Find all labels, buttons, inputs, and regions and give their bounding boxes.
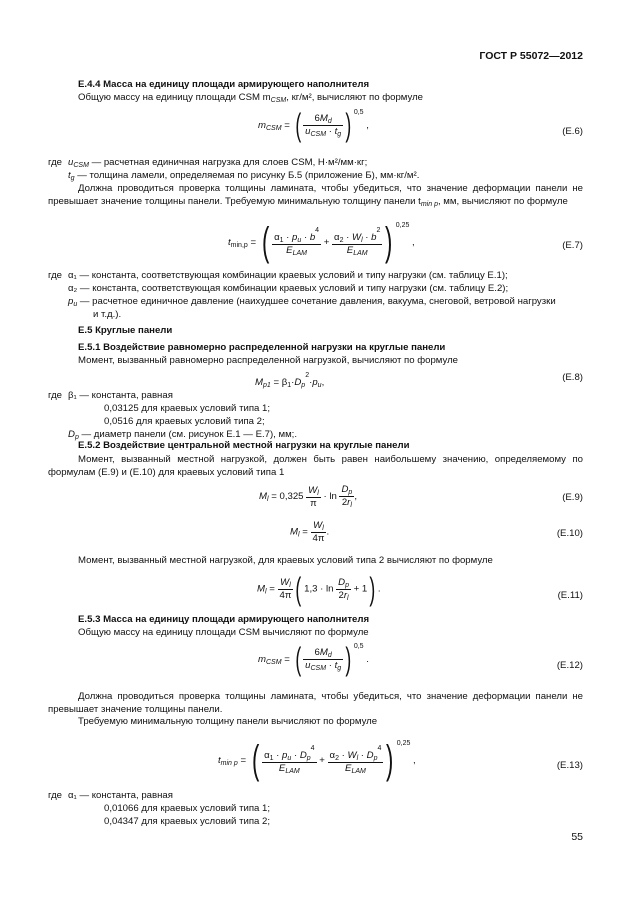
e52-intro: Момент, вызванный местной нагрузкой, должен быть равен наибольшему значению, определяемому по формулам (E.9) и (E.10) для краевых условий типа 1 <box>48 454 583 478</box>
where-label-4: где <box>48 790 63 801</box>
formula-e6: $m_{CSM}$ = ( $\frac{6M_d}{u_{CSM} \cdot t_g}$ ) $^{0,5}$ , <box>258 107 369 144</box>
formula-e11: $M_l$ = $\frac{W_l}{4\pi}$ ( 1,3 · ln $\frac{D_p}{2r_l}$ + 1) . <box>257 571 381 607</box>
formula-e13: $t_{min p}$ = ( $\frac{\alpha_1 \cdot p_u \cdot D_p^4}{E_{LAM}}$ + $\frac{\alpha_2 \cdot W_l \cdot D_p^4}{E_{LAM}}$ ) $^{0,25}$ , <box>218 738 416 783</box>
equation-number-e11: (E.11) <box>557 590 583 601</box>
def-tg: $t_g$ — толщина ламели, определяемая по рисунку Б.5 (приложение Б), мм·кг/м². <box>68 170 420 182</box>
formula-e12: $m_{CSM}$ = ( $\frac{6M_d}{u_{CSM} \cdot t_g}$ ) $^{0,5}$ . <box>258 641 369 678</box>
para-check-2b: Требуемую минимальную толщину панели вычисляют по формуле <box>78 716 378 727</box>
section-heading-e53: E.5.3 Масса на единицу площади армирующего наполнителя <box>78 614 370 625</box>
def-pu-cont: и т.д.). <box>93 309 122 320</box>
formula-e8: $M_{p1} = \beta_1\cdot D_p^2\cdot p_u$, <box>255 372 325 389</box>
equation-number-e12: (E.12) <box>556 660 583 671</box>
equation-number-e7: (E.7) <box>562 240 583 251</box>
def-alpha1: α₁ — константа, соответствующая комбинации краевых условий и типу нагрузки (см. таблицу E.1); <box>68 270 508 281</box>
formula-e7: $t_{min,p}$ = ( $\frac{\alpha_1 \cdot p_u \cdot b^4}{E_{LAM}}$ + $\frac{\alpha_2 \cdot W_l \cdot b^2}{E_{LAM}}$ ) $^{0,25}$ , <box>228 220 415 265</box>
def-dp: $D_p$ — диаметр панели (см. рисунок E.1 — E.7), мм;. <box>68 429 298 441</box>
def-alpha1-circ-v1: 0,01066 для краевых условий типа 1; <box>104 803 271 814</box>
formula-e10: $M_l$ = $\frac{W_l}{4\pi}$ . <box>290 520 330 544</box>
def-alpha1-circ-v2: 0,04347 для краевых условий типа 2; <box>104 816 271 827</box>
equation-number-e10: (E.10) <box>556 528 583 539</box>
para-check-1: Должна проводиться проверка толщины ламината, чтобы убедиться, что значение деформации панели не превышает значение толщины панели. Требуемую минимальную толщину панели $t_{min p}$, мм, вычисляют по формуле <box>48 183 583 208</box>
def-beta1-v2: 0,0516 для краевых условий типа 2; <box>104 416 265 427</box>
def-alpha2: α₂ — константа, соответствующая комбинации краевых условий и типу нагрузки (см. таблицу E.2); <box>68 283 509 294</box>
section-heading-e44: E.4.4 Масса на единицу площади армирующего наполнителя <box>78 79 370 90</box>
section-heading-e51: E.5.1 Воздействие равномерно распределенной нагрузки на круглые панели <box>78 342 446 353</box>
section-heading-e5: E.5 Круглые панели <box>78 325 173 336</box>
equation-number-e8: (E.8) <box>562 372 583 383</box>
def-ucsm: $u_{CSM}$ — расчетная единичная нагрузка для слоев CSM, Н·м²/мм·кг; <box>68 157 368 169</box>
equation-number-e13: (E.13) <box>556 760 583 771</box>
where-label-2: где <box>48 270 63 281</box>
where-label-3: где <box>48 390 63 401</box>
def-beta1: β₁ — константа, равная <box>68 390 173 401</box>
def-beta1-v1: 0,03125 для краевых условий типа 1; <box>104 403 271 414</box>
equation-number-e6: (E.6) <box>562 126 583 137</box>
page-number: 55 <box>571 831 583 843</box>
section-heading-e52: E.5.2 Воздействие центральной местной нагрузки на круглые панели <box>78 440 410 451</box>
document-header: ГОСТ Р 55072—2012 <box>479 50 583 62</box>
e52-intro2: Момент, вызванный местной нагрузкой, для краевых условий типа 2 вычисляют по формуле <box>78 555 493 566</box>
def-pu: $p_u$ — расчетное единичное давление (наихудшее сочетание давления, вакуума, снеговой, ветровой нагрузки <box>68 296 556 308</box>
formula-e9: $M_l = 0,325$ $\frac{W_l}{\pi}$ · ln $\frac{D_p}{2r_l}$ , <box>259 484 357 509</box>
e51-intro: Момент, вызванный равномерно распределенной нагрузкой, вычисляют по формуле <box>78 355 459 366</box>
where-label-1: где <box>48 157 63 168</box>
def-alpha1-circ: α₁ — константа, равная <box>68 790 173 801</box>
equation-number-e9: (E.9) <box>562 492 583 503</box>
e44-intro: Общую массу на единицу площади CSM $m_{CSM}$, кг/м², вычисляют по формуле <box>78 92 424 104</box>
para-check-2: Должна проводиться проверка толщины ламината, чтобы убедиться, что значение деформации панели не превышает значение толщины панели. <box>48 691 583 715</box>
e53-intro: Общую массу на единицу площади CSM вычисляют по формуле <box>78 627 369 638</box>
